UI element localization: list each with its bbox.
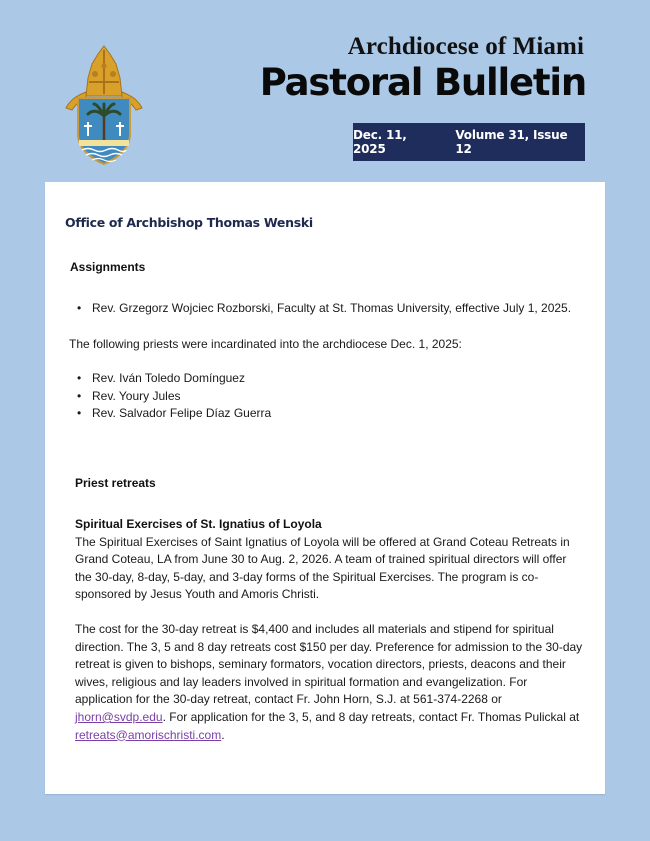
priest-name: Rev. Iván Toledo Domínguez — [92, 371, 245, 385]
retreat-article — [75, 516, 585, 604]
assignments-list — [76, 300, 571, 318]
paragraph-text: . For application for the 3, 5, and 8 day retreats, contact Fr. Thomas Pulickal at — [162, 709, 580, 724]
office-heading: Office of Archbishop Thomas Wenski — [65, 215, 313, 230]
bulletin-content — [45, 182, 605, 794]
issue-info-bar — [353, 123, 585, 161]
paragraph-text: . — [221, 727, 225, 742]
article-paragraph-1: The Spiritual Exercises of Saint Ignatius of Loyola will be offered at Grand Coteau Retreats in Grand Coteau, LA from June 30 to Aug. 2, 2026. A team of trained spiritual directors will offer the 30-day, 8-day, 5-day, and 3-day forms of the Spiritual Exercises. The program is co-sponsored by Jesus Youth and Amoris Christi. — [75, 534, 570, 602]
assignment-text: Rev. Grzegorz Wojciec Rozborski, Faculty at St. Thomas University, effective July 1, 2025. — [92, 301, 572, 315]
article-title: Spiritual Exercises of St. Ignatius of Loyola — [75, 517, 322, 531]
incardinated-list — [76, 370, 271, 423]
paragraph-text: The cost for the 30-day retreat is $4,400 and includes all materials and stipend for spiritual direction. The 3, 5 and 8 day retreats cost $150 per day. Preference for admission to the 30-day retreat is given to bishops, seminary formators, vocation directors, priests, deacons and their wives, religious and lay leaders involved in spiritual formation and evangelization. For application for the 30-day retreat, contact Fr. John Horn, S.J. at 561-374-2268 or — [75, 622, 583, 707]
list-item — [76, 300, 571, 318]
priest-name: Rev. Youry Jules — [92, 388, 181, 403]
issue-date: Dec. 11, 2025 — [353, 128, 407, 156]
volume-issue: Volume 31, Issue 12 — [455, 128, 568, 156]
bullet-icon: • — [77, 406, 82, 420]
list-item — [76, 388, 271, 406]
bullet-icon: • — [77, 301, 82, 315]
bullet-icon: • — [77, 388, 82, 403]
list-item — [76, 370, 271, 388]
bullet-icon: • — [77, 371, 82, 385]
incardination-intro: The following priests were incardinated into the archdiocese Dec. 1, 2025: — [69, 337, 462, 351]
article-paragraph-2 — [75, 621, 585, 744]
list-item — [76, 405, 271, 423]
email-link-jhorn[interactable]: jhorn@svdp.edu — [75, 709, 163, 724]
assignments-heading: Assignments — [70, 260, 146, 274]
email-link-retreats[interactable]: retreats@amorischristi.com — [75, 727, 222, 742]
organization-name: Archdiocese of Miami — [347, 33, 584, 60]
archdiocese-crest-icon — [64, 44, 144, 166]
retreats-heading: Priest retreats — [75, 476, 156, 490]
bulletin-title: Pastoral Bulletin — [259, 61, 586, 104]
priest-name: Rev. Salvador Felipe Díaz Guerra — [92, 406, 272, 420]
